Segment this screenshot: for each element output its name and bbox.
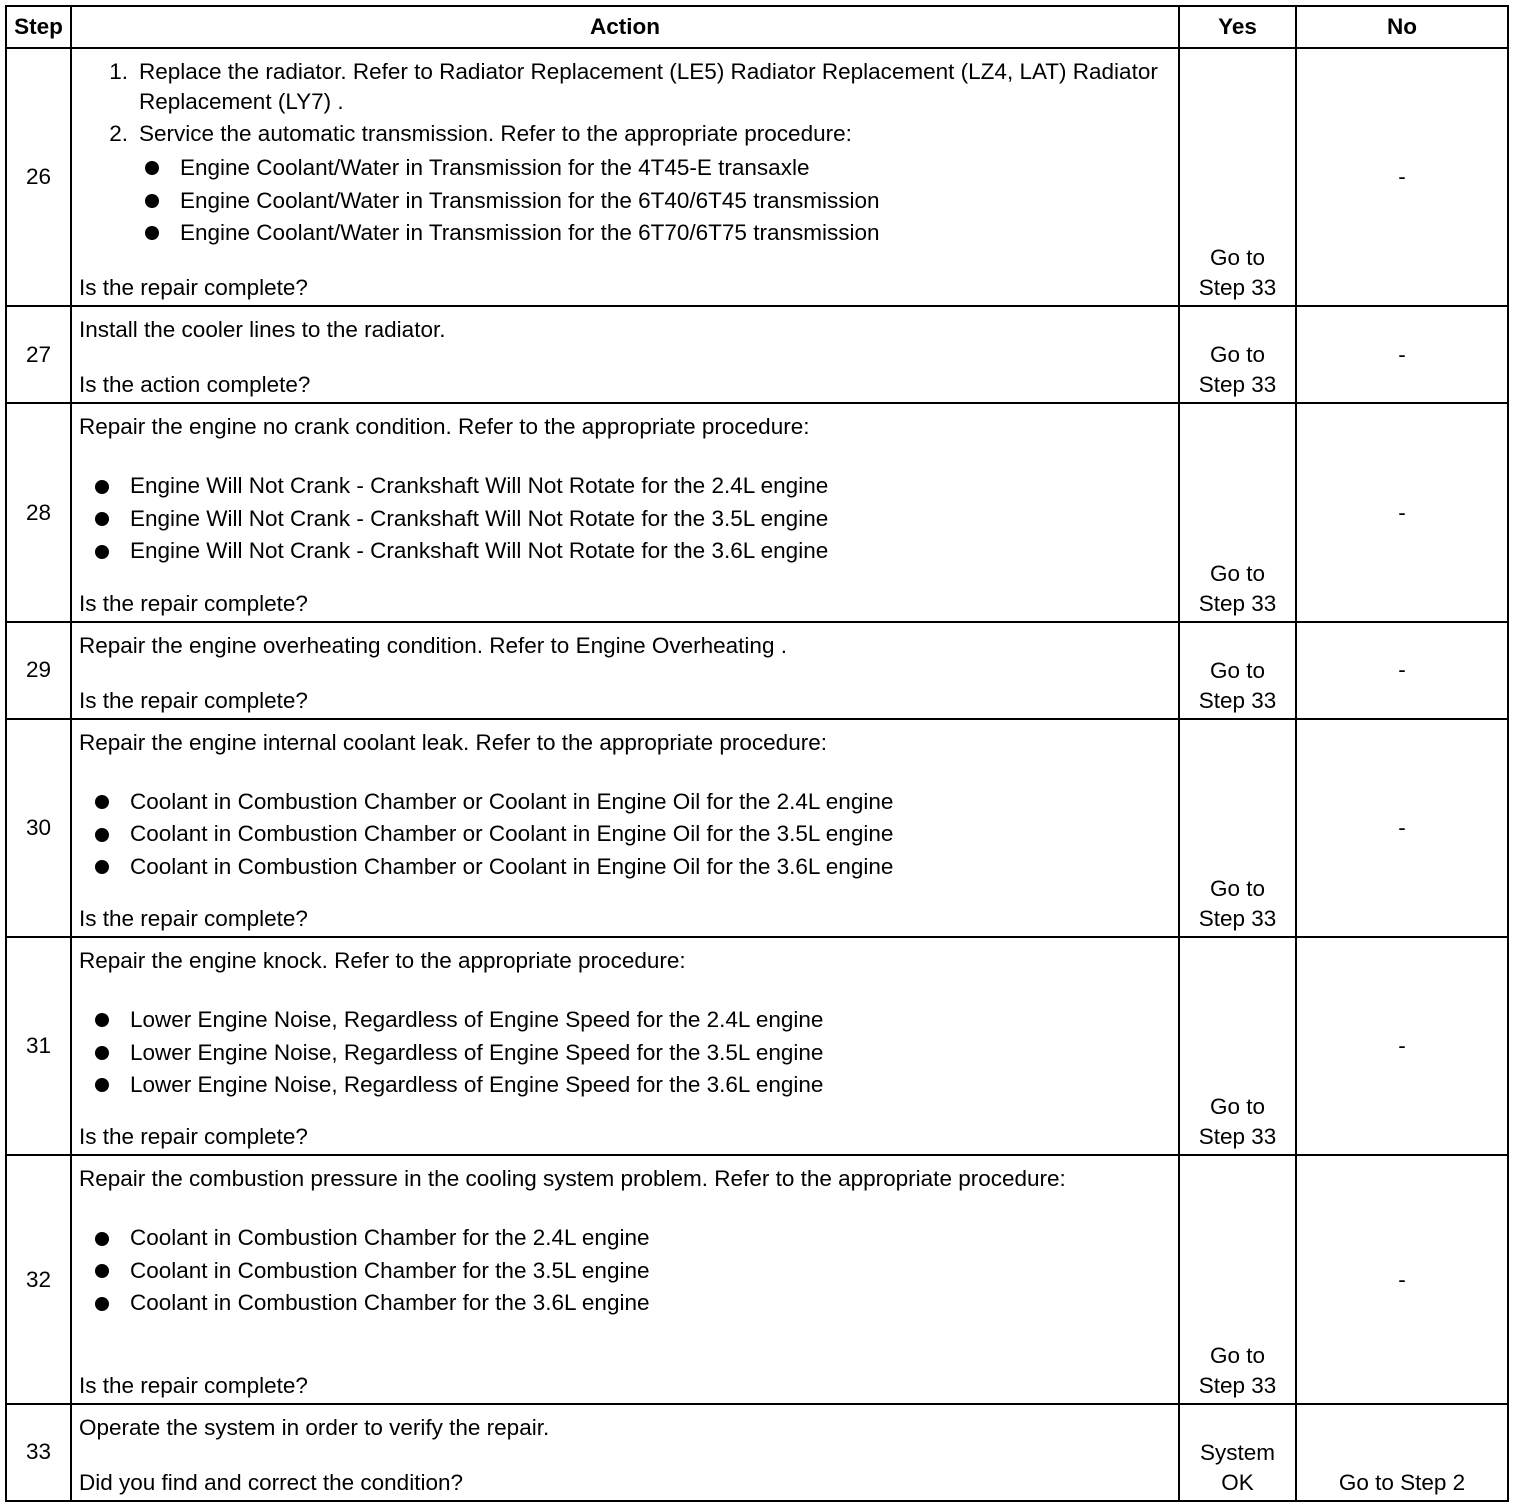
table-row (6, 48, 1508, 306)
yes-cell: Go to Step 33 (1179, 937, 1296, 1155)
table-row (6, 1155, 1508, 1403)
step-number: 29 (6, 622, 71, 719)
bullet-list (79, 470, 1170, 568)
bullet-icon (95, 860, 109, 874)
question-text: Is the repair complete? (79, 1124, 308, 1150)
header-yes: Yes (1179, 6, 1296, 48)
no-cell: - (1296, 1155, 1508, 1403)
yes-cell: Go to Step 33 (1179, 48, 1296, 306)
table-row (6, 306, 1508, 403)
header-action: Action (71, 6, 1179, 48)
table-row (6, 622, 1508, 719)
bullet-list (79, 786, 1170, 884)
action-cell (71, 306, 1179, 403)
header-step: Step (6, 6, 71, 48)
list-item: Lower Engine Noise, Regardless of Engine Speed for the 2.4L engine (79, 1004, 1170, 1037)
bullet-list (79, 152, 1170, 250)
step-number: 31 (6, 937, 71, 1155)
bullet-icon (145, 194, 159, 208)
list-item: Engine Coolant/Water in Transmission for the 6T70/6T75 transmission (79, 217, 1170, 250)
action-cell (71, 48, 1179, 306)
bullet-icon (95, 1078, 109, 1092)
question-text: Is the repair complete? (79, 1372, 308, 1398)
yes-cell: Go to Step 33 (1179, 403, 1296, 621)
diagnostic-table (5, 5, 1509, 1502)
bullet-icon (95, 1013, 109, 1027)
intro-text: Repair the combustion pressure in the cooling system problem. Refer to the appropriate procedure: (79, 1166, 1066, 1192)
intro-text: Repair the engine internal coolant leak. Refer to the appropriate procedure: (79, 729, 827, 755)
step-number: 30 (6, 719, 71, 937)
bullet-icon (95, 1046, 109, 1060)
bullet-icon (95, 1264, 109, 1278)
list-item: Coolant in Combustion Chamber or Coolant in Engine Oil for the 3.6L engine (79, 851, 1170, 884)
bullet-list (79, 1222, 1170, 1320)
question-text: Is the repair complete? (79, 590, 308, 616)
list-item: Coolant in Combustion Chamber for the 3.5L engine (79, 1255, 1170, 1288)
question-text: Is the repair complete? (79, 687, 308, 713)
bullet-icon (95, 828, 109, 842)
yes-cell: Go to Step 33 (1179, 306, 1296, 403)
no-cell: - (1296, 622, 1508, 719)
header-row (6, 6, 1508, 48)
list-item: Engine Coolant/Water in Transmission for the 6T40/6T45 transmission (79, 185, 1170, 218)
no-cell: - (1296, 937, 1508, 1155)
step-number: 32 (6, 1155, 71, 1403)
intro-text: Repair the engine overheating condition. Refer to Engine Overheating . (79, 632, 787, 658)
action-cell (71, 622, 1179, 719)
bullet-icon (95, 1297, 109, 1311)
no-cell: - (1296, 719, 1508, 937)
intro-text: Repair the engine knock. Refer to the appropriate procedure: (79, 948, 686, 974)
question-text: Is the repair complete? (79, 275, 308, 301)
list-item: Coolant in Combustion Chamber or Coolant in Engine Oil for the 3.5L engine (79, 818, 1170, 851)
list-item: Engine Will Not Crank - Crankshaft Will Not Rotate for the 3.6L engine (79, 535, 1170, 568)
action-cell (71, 403, 1179, 621)
action-cell (71, 937, 1179, 1155)
list-item: Lower Engine Noise, Regardless of Engine Speed for the 3.6L engine (79, 1069, 1170, 1102)
question-text: Did you find and correct the condition? (79, 1470, 463, 1495)
numbered-item: 2. Service the automatic transmission. Refer to the appropriate procedure: (109, 121, 852, 146)
header-no: No (1296, 6, 1508, 48)
numbered-list (79, 57, 1170, 149)
table-row (6, 937, 1508, 1155)
list-item: Coolant in Combustion Chamber or Coolant in Engine Oil for the 2.4L engine (79, 786, 1170, 819)
list-item: Engine Will Not Crank - Crankshaft Will Not Rotate for the 2.4L engine (79, 470, 1170, 503)
yes-cell: Go to Step 33 (1179, 1155, 1296, 1403)
list-item: Coolant in Combustion Chamber for the 3.6L engine (79, 1287, 1170, 1320)
no-cell: Go to Step 2 (1296, 1404, 1508, 1501)
no-cell: - (1296, 306, 1508, 403)
no-cell: - (1296, 48, 1508, 306)
yes-cell: Go to Step 33 (1179, 622, 1296, 719)
intro-text: Repair the engine no crank condition. Refer to the appropriate procedure: (79, 414, 810, 440)
table-row (6, 719, 1508, 937)
step-number: 26 (6, 48, 71, 306)
no-cell: - (1296, 403, 1508, 621)
action-cell (71, 1155, 1179, 1403)
question-text: Is the repair complete? (79, 906, 308, 932)
yes-cell: System OK (1179, 1404, 1296, 1501)
list-item: Engine Will Not Crank - Crankshaft Will Not Rotate for the 3.5L engine (79, 503, 1170, 536)
list-item: Engine Coolant/Water in Transmission for the 4T45-E transaxle (79, 152, 1170, 185)
step-number: 33 (6, 1404, 71, 1501)
table-row (6, 1404, 1508, 1501)
bullet-icon (145, 226, 159, 240)
bullet-list (79, 1004, 1170, 1102)
bullet-icon (95, 480, 109, 494)
bullet-icon (95, 795, 109, 809)
bullet-icon (145, 161, 159, 175)
bullet-icon (95, 1232, 109, 1246)
table-row (6, 403, 1508, 621)
question-text: Is the action complete? (79, 372, 311, 398)
action-cell (71, 719, 1179, 937)
numbered-item: 1. Replace the radiator. Refer to Radiator Replacement (LE5) Radiator Replacement (LZ4, LAT) Radiator Replacement (LY7) . (109, 59, 1158, 114)
bullet-icon (95, 545, 109, 559)
action-cell (71, 1404, 1179, 1501)
intro-text: Install the cooler lines to the radiator. (79, 317, 446, 343)
list-item: Lower Engine Noise, Regardless of Engine Speed for the 3.5L engine (79, 1037, 1170, 1070)
intro-text: Operate the system in order to verify the repair. (79, 1414, 550, 1440)
step-number: 27 (6, 306, 71, 403)
step-number: 28 (6, 403, 71, 621)
yes-cell: Go to Step 33 (1179, 719, 1296, 937)
list-item: Coolant in Combustion Chamber for the 2.4L engine (79, 1222, 1170, 1255)
bullet-icon (95, 512, 109, 526)
